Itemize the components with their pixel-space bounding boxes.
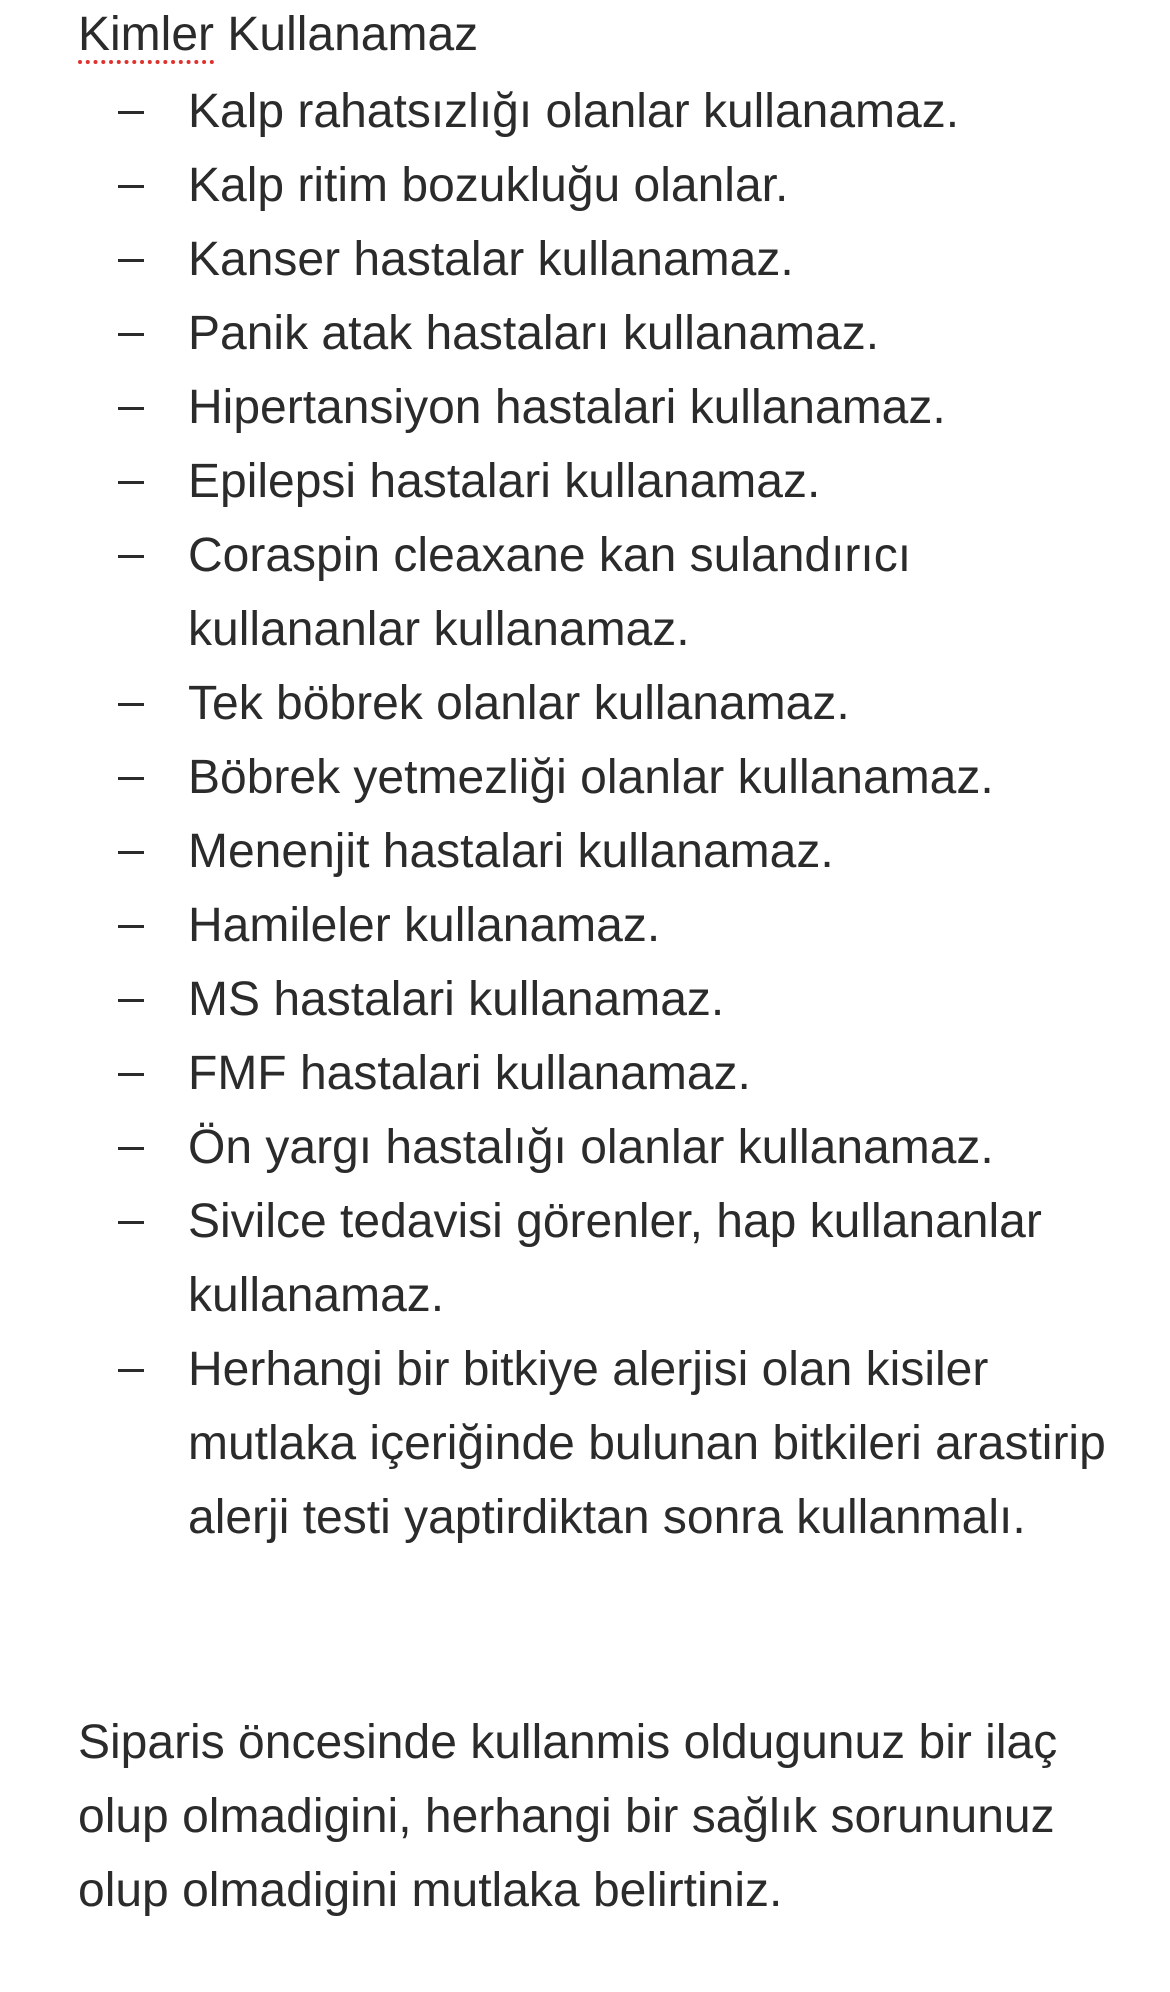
list-item-text: MS hastalari kullanamaz. — [188, 973, 725, 1026]
list-item-text: Sivilce tedavisi görenler, hap kullananlar kullanamaz. — [188, 1195, 1042, 1322]
list-item — [0, 889, 1170, 963]
contraindication-list — [0, 75, 1170, 1555]
spellcheck-underlined-word: Kimler — [78, 8, 215, 61]
list-item-text: Herhangi bir bitkiye alerjisi olan kisiler mutlaka içeriğinde bulunan bitkileri arastirip alerji testi yaptirdiktan sonra kullanmalı. — [188, 1343, 1106, 1544]
list-item — [0, 519, 1170, 667]
list-item-text: Menenjit hastalari kullanamaz. — [188, 825, 834, 878]
list-item — [0, 445, 1170, 519]
list-item — [0, 963, 1170, 1037]
list-item — [0, 1111, 1170, 1185]
list-item — [0, 1333, 1170, 1555]
section-heading — [78, 4, 478, 66]
list-item — [0, 1037, 1170, 1111]
list-item-text: Kanser hastalar kullanamaz. — [188, 233, 794, 286]
list-item — [0, 149, 1170, 223]
heading-rest: Kullanamaz — [214, 8, 479, 61]
list-item-text: Kalp rahatsızlığı olanlar kullanamaz. — [188, 85, 960, 138]
list-item-text: Tek böbrek olanlar kullanamaz. — [188, 677, 850, 730]
list-item — [0, 667, 1170, 741]
order-note-paragraph: Siparis öncesinde kullanmis oldugunuz bir ilaç olup olmadigini, herhangi bir sağlık sorununuz olup olmadigini mutlaka belirtiniz. — [78, 1716, 1058, 1917]
list-item-text: Kalp ritim bozukluğu olanlar. — [188, 159, 789, 212]
list-item-text: FMF hastalari kullanamaz. — [188, 1047, 751, 1100]
list-item-text: Ön yargı hastalığı olanlar kullanamaz. — [188, 1121, 994, 1174]
list-item-text: Panik atak hastaları kullanamaz. — [188, 307, 880, 360]
list-item-text: Coraspin cleaxane kan sulandırıcı kullananlar kullanamaz. — [188, 529, 912, 656]
list-item — [0, 297, 1170, 371]
list-item-text: Hamileler kullanamaz. — [188, 899, 661, 952]
list-item — [0, 371, 1170, 445]
list-item-text: Böbrek yetmezliği olanlar kullanamaz. — [188, 751, 994, 804]
list-item — [0, 75, 1170, 149]
list-item — [0, 741, 1170, 815]
list-item — [0, 223, 1170, 297]
list-item — [0, 815, 1170, 889]
list-item-text: Epilepsi hastalari kullanamaz. — [188, 455, 821, 508]
list-item — [0, 1185, 1170, 1333]
list-item-text: Hipertansiyon hastalari kullanamaz. — [188, 381, 946, 434]
